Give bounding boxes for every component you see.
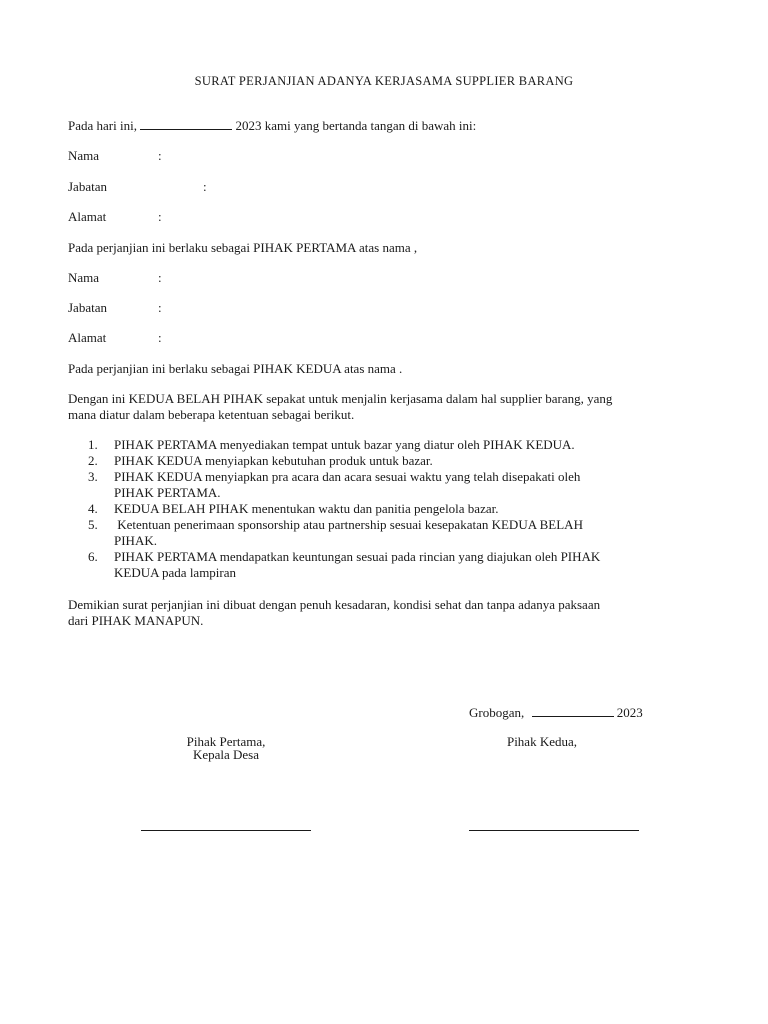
party1-jabatan-label: Jabatan: [68, 179, 107, 194]
clause-text: PIHAK PERTAMA mendapatkan keuntungan sesuai pada rincian yang diajukan oleh PIHAK: [114, 549, 601, 564]
clause-number: 1.: [88, 437, 98, 452]
party1-jabatan-colon: :: [203, 179, 207, 194]
clause-text: PIHAK PERTAMA menyediakan tempat untuk bazar yang diatur oleh PIHAK KEDUA.: [114, 437, 575, 452]
party2-jabatan-label: Jabatan: [68, 300, 107, 315]
clause-number: 4.: [88, 501, 98, 516]
second-party-signature-line: [469, 830, 639, 831]
clause-number: 6.: [88, 549, 98, 564]
party2-statement: Pada perjanjian ini berlaku sebagai PIHAK KEDUA atas nama .: [68, 361, 403, 376]
clause-item: [68, 517, 708, 549]
party1-nama-colon: :: [158, 148, 162, 163]
clause-item: [68, 437, 708, 453]
clause-text-continued: KEDUA pada lampiran: [114, 565, 237, 580]
party2-jabatan-colon: :: [158, 300, 162, 315]
agreement-line-1: Dengan ini KEDUA BELAH PIHAK sepakat untuk menjalin kerjasama dalam hal supplier barang, yang: [68, 391, 613, 406]
place-date: [469, 705, 643, 721]
party2-nama-colon: :: [158, 270, 162, 285]
clause-number: 5.: [88, 517, 98, 532]
clause-number: 2.: [88, 453, 98, 468]
first-party-title: Pihak Pertama,: [186, 734, 266, 749]
closing-line-2: dari PIHAK MANAPUN.: [68, 613, 204, 628]
place-name: Grobogan,: [469, 705, 525, 720]
closing-line-1: Demikian surat perjanjian ini dibuat dengan penuh kesadaran, kondisi sehat dan tanpa adanya paksaan: [68, 597, 601, 612]
date-blank: [140, 118, 232, 130]
party1-alamat-colon: :: [158, 209, 162, 224]
clause-text-continued: PIHAK.: [114, 533, 157, 548]
clause-item: [68, 469, 708, 501]
first-party-signature-line: [141, 830, 311, 831]
clause-item: [68, 549, 708, 581]
party2-alamat-label: Alamat: [68, 330, 107, 345]
party2-alamat-colon: :: [158, 330, 162, 345]
signing-date-blank: [532, 705, 614, 717]
party1-alamat-label: Alamat: [68, 209, 107, 224]
intro-line: [68, 118, 476, 134]
party2-nama-label: Nama: [68, 270, 100, 285]
clause-text: PIHAK KEDUA menyiapkan kebutuhan produk untuk bazar.: [114, 453, 433, 468]
place-date-year: 2023: [616, 705, 643, 720]
clause-text-continued: PIHAK PERTAMA.: [114, 485, 221, 500]
clause-text: PIHAK KEDUA menyiapkan pra acara dan acara sesuai waktu yang telah disepakati oleh: [114, 469, 581, 484]
clause-number: 3.: [88, 469, 98, 484]
party1-nama-label: Nama: [68, 148, 100, 163]
clause-text: Ketentuan penerimaan sponsorship atau partnership sesuai kesepakatan KEDUA BELAH: [114, 517, 583, 532]
document-title: SURAT PERJANJIAN ADANYA KERJASAMA SUPPLIER BARANG: [194, 74, 574, 88]
intro-prefix: Pada hari ini,: [68, 118, 137, 133]
clause-item: [68, 501, 708, 517]
intro-suffix: 2023 kami yang bertanda tangan di bawah ini:: [235, 118, 477, 133]
first-party-role: Kepala Desa: [192, 747, 260, 762]
clause-list: [68, 437, 708, 581]
clause-item: [68, 453, 708, 469]
clause-text: KEDUA BELAH PIHAK menentukan waktu dan panitia pengelola bazar.: [114, 501, 499, 516]
party1-statement: Pada perjanjian ini berlaku sebagai PIHAK PERTAMA atas nama ,: [68, 240, 418, 255]
second-party-title: Pihak Kedua,: [506, 734, 578, 749]
agreement-line-2: mana diatur dalam beberapa ketentuan sebagai berikut.: [68, 407, 355, 422]
